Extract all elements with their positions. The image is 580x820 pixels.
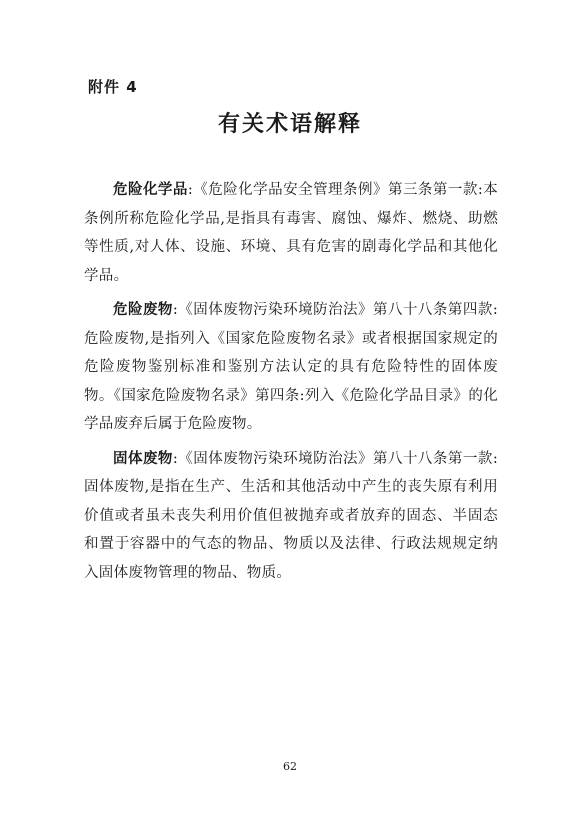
annex-label: 附件 4: [88, 78, 138, 96]
definition-term: 固体废物: [113, 450, 173, 467]
definition-text: :《固体废物污染环境防治法》第八十八条第一款:固体废物,是指在生产、生活和其他活动中产生的丧失原有利用价值或者虽未丧失利用价值但被抛弃或者放弃的固态、半固态和置于容器中的气态的物品、物质以及法律、行政法规规定纳入固体废物管理的物品、物质。: [84, 450, 499, 581]
page-number: 62: [283, 760, 297, 773]
definition-hazardous-chemicals: [84, 176, 498, 290]
definition-text: :《固体废物污染环境防治法》第八十八条第四款:危险废物,是指列入《国家危险废物名录》或者根据国家规定的危险废物鉴别标准和鉴别方法认定的具有危险特性的固体废物。《国家危险废物名录》第四条:列入《危险化学品目录》的化学品废弃后属于危险废物。: [84, 302, 499, 432]
definition-term: 危险化学品: [113, 182, 188, 198]
definition-term: 危险废物: [113, 302, 173, 318]
definition-hazardous-waste: [84, 296, 498, 439]
definition-text: :《危险化学品安全管理条例》第三条第一款:本条例所称危险化学品,是指具有毒害、腐蚀、爆炸、燃烧、助燃等性质,对人体、设施、环境、具有危害的剧毒化学品和其他化学品。: [84, 182, 498, 284]
definition-solid-waste: [84, 445, 498, 588]
page-title: 有关术语解释: [217, 112, 362, 137]
definitions-list: [84, 176, 498, 593]
